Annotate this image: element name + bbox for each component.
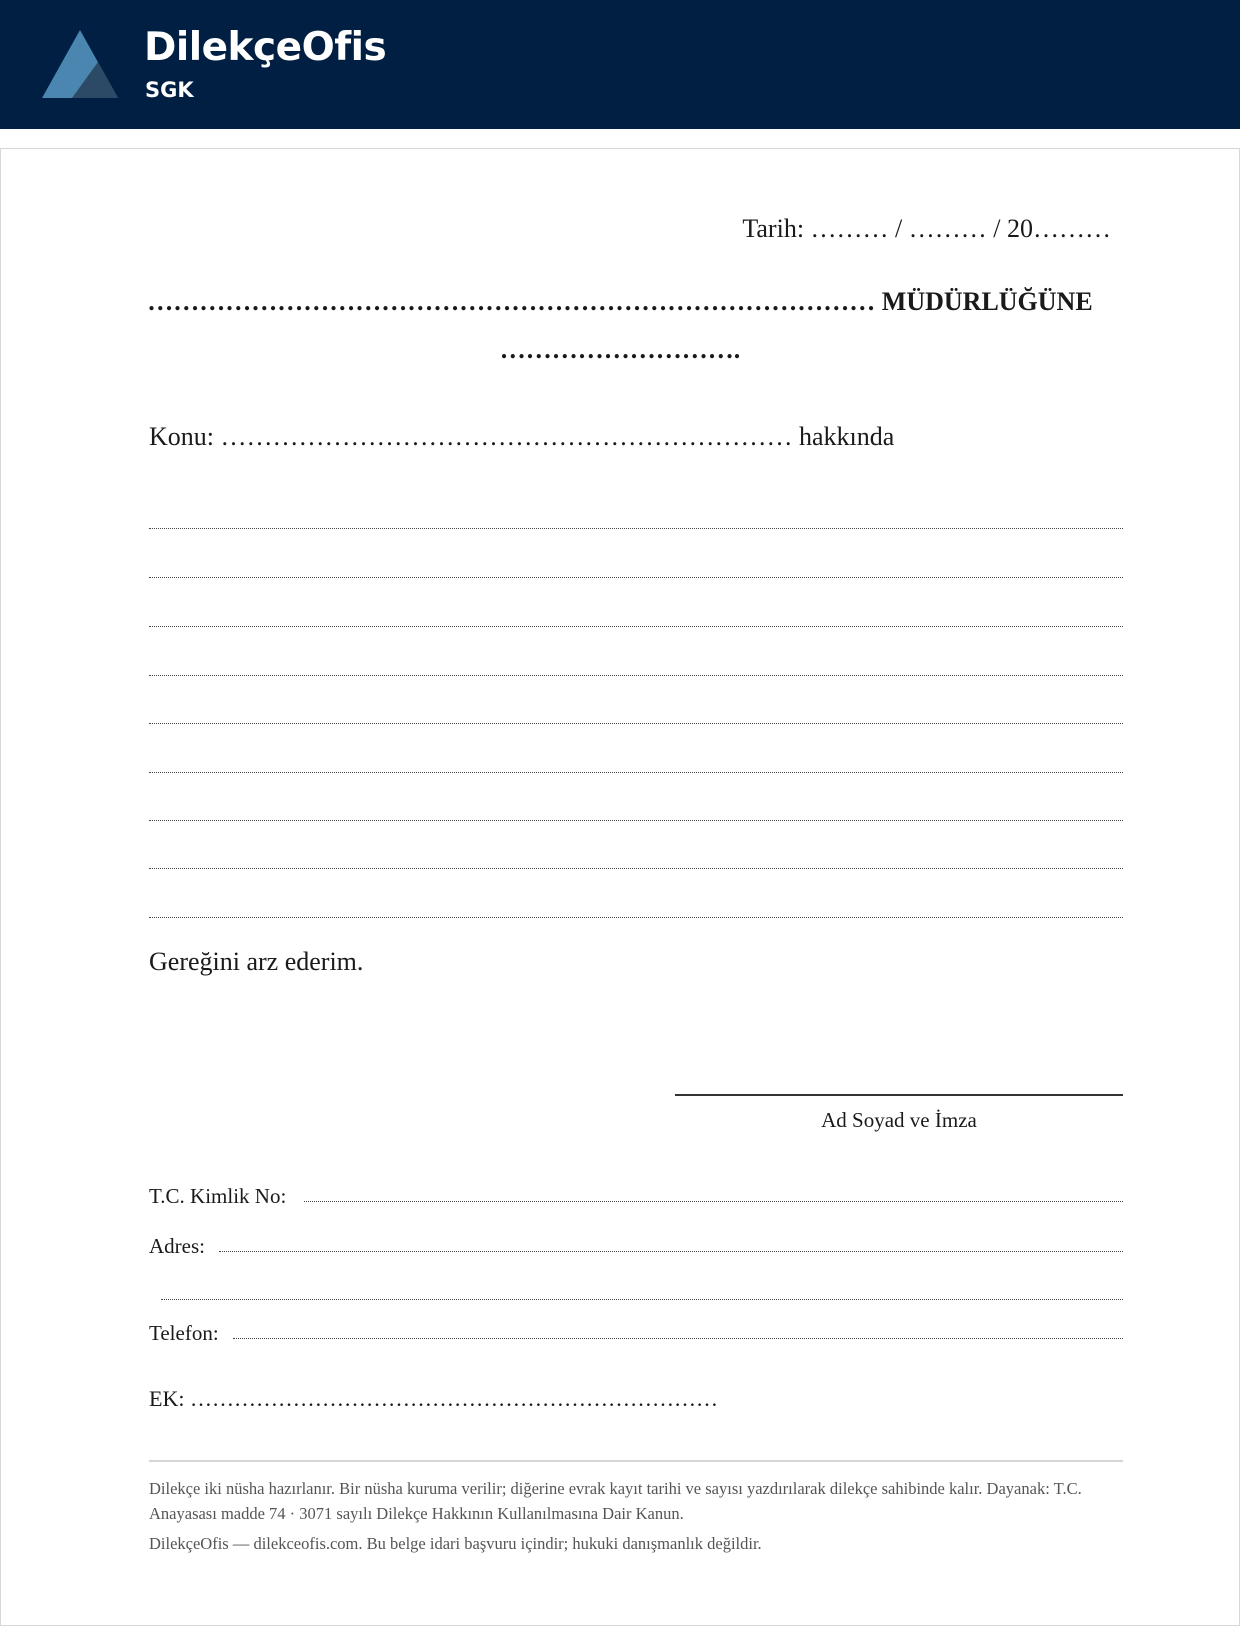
body-writing-line [149, 577, 1123, 578]
address-label: Adres: [149, 1234, 205, 1258]
date-line: Tarih: ……… / ……… / 20……… [742, 214, 1111, 243]
phone-line [233, 1338, 1123, 1339]
body-writing-line [149, 723, 1123, 724]
brand-subtitle: SGK [145, 78, 194, 102]
body-writing-line [149, 626, 1123, 627]
signature-line [675, 1094, 1123, 1096]
phone-label: Telefon: [149, 1321, 219, 1345]
addressee-line-continuation: ………………………. [499, 335, 741, 364]
triangle-logo-icon [40, 28, 120, 100]
body-writing-line [149, 917, 1123, 918]
address-line [219, 1251, 1123, 1252]
body-writing-line [149, 528, 1123, 529]
address-line-2 [161, 1299, 1123, 1300]
body-writing-line [149, 675, 1123, 676]
tc-id-line [304, 1201, 1123, 1202]
footer-disclaimer: DilekçeOfis — dilekceofis.com. Bu belge idari başvuru içindir; hukuki danışmanlık değildir. [149, 1534, 762, 1553]
brand-name: DilekçeOfis [144, 25, 387, 70]
petition-document [0, 148, 1240, 1626]
tc-id-label: T.C. Kimlik No: [149, 1184, 287, 1208]
footer-divider [149, 1460, 1123, 1462]
body-writing-line [149, 868, 1123, 869]
addressee-line: ………………………………………………………………………… MÜDÜRLÜĞÜNE [147, 287, 1093, 316]
body-writing-line [149, 820, 1123, 821]
signature-label: Ad Soyad ve İmza [821, 1108, 977, 1132]
subject-line: Konu: ………………………………………………………… hakkında [149, 422, 895, 451]
body-writing-line [149, 772, 1123, 773]
footer-note: Dilekçe iki nüsha hazırlanır. Bir nüsha kuruma verilir; diğerine evrak kayıt tarihi ve sayısı yazdırılarak dilekçe sahibinde kalır. Dayanak: T.C. Anayasası madde 74 · 3071 sayılı Dilekçe Hakkının Kullanılmasına Dair Kanun. [149, 1479, 1082, 1523]
attachment-line: EK: ……………………………………………………………… [149, 1386, 718, 1411]
closing-phrase: Gereğini arz ederim. [149, 947, 364, 976]
app-header [0, 0, 1240, 129]
